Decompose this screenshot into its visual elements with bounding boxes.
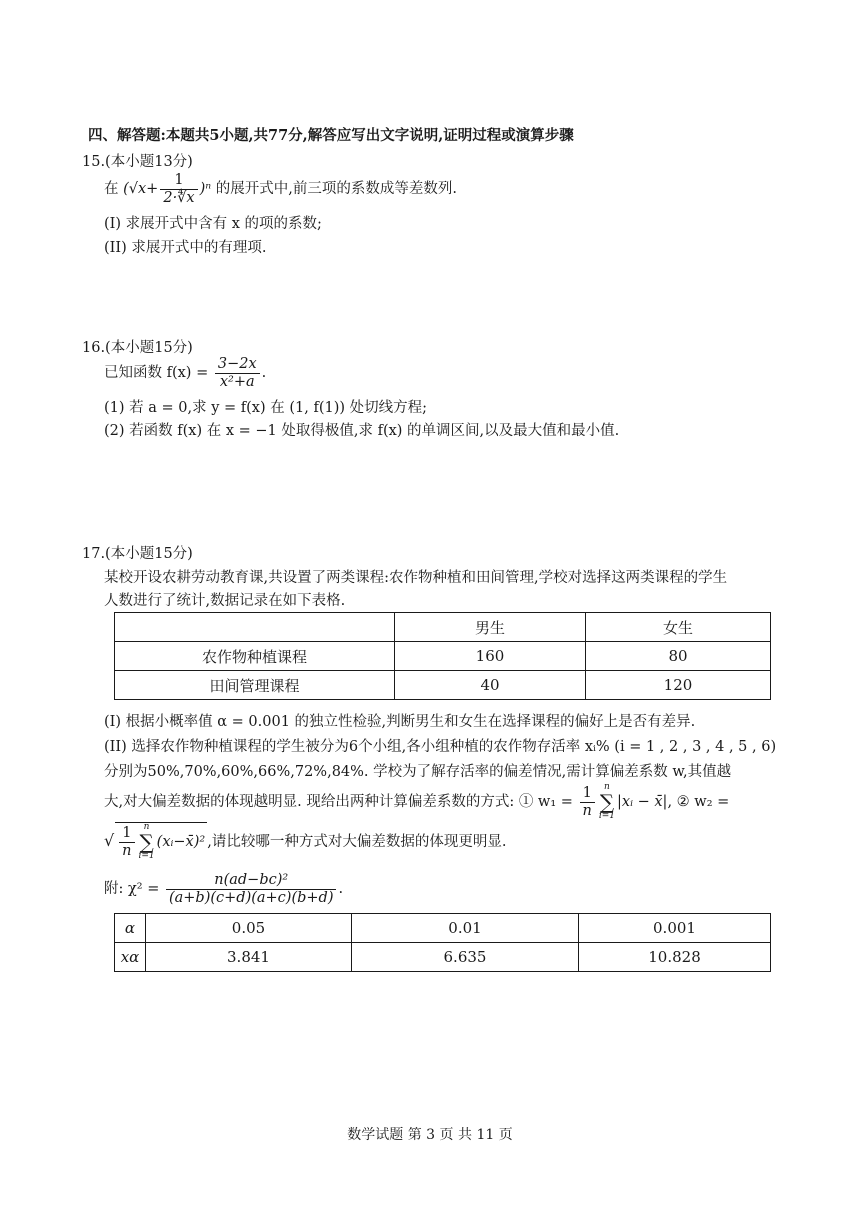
q15-frac-num: 1 <box>160 172 197 190</box>
w2-radicand <box>115 822 207 861</box>
q15-intro-pre: 在 <box>104 181 119 198</box>
table-cell: 10.828 <box>579 943 771 972</box>
q16-part2: (2) 若函数 f(x) 在 x = −1 处取得极值,求 f(x) 的单调区间,以及最大值和最小值. <box>104 423 620 439</box>
q16-fraction <box>215 356 260 390</box>
table-cell: 3.841 <box>146 943 352 972</box>
q17-part2-line1: (II) 选择农作物种植课程的学生被分为6个小组,各小组种植的农作物存活率 xᵢ% (i = 1 , 2 , 3 , 4 , 5 , 6) <box>104 739 777 755</box>
w1-sum-upper: n <box>604 782 610 792</box>
sqrt-symbol: √ <box>104 831 115 850</box>
table-header-cell: 女生 <box>586 613 771 642</box>
w2-fraction <box>119 825 134 859</box>
w2-frac-den: n <box>122 842 132 859</box>
w1-frac-den: n <box>582 802 592 819</box>
table-cell: 0.001 <box>579 914 771 943</box>
q15-heading: 15.(本小题13分) <box>82 154 193 170</box>
q16-intro-post: . <box>261 365 267 382</box>
critical-value-table <box>114 913 771 972</box>
q17-appendix <box>104 872 343 906</box>
q15-part2: (II) 求展开式中的有理项. <box>104 240 267 256</box>
w1-body: |xᵢ − x̄| <box>617 794 668 810</box>
table-cell: xα <box>115 943 146 972</box>
table-cell: α <box>115 914 146 943</box>
q15-intro-post: 的展开式中,前三项的系数成等差数列. <box>215 181 457 198</box>
q16-heading: 16.(本小题15分) <box>82 340 193 356</box>
q17-part2-line3 <box>104 783 729 821</box>
q16-intro-pre: 已知函数 f(x) = <box>104 365 209 382</box>
w2-sum-lower: i=1 <box>138 851 155 861</box>
w2-frac-num: 1 <box>119 825 134 843</box>
table-cell: 0.01 <box>352 914 579 943</box>
q16-part1: (1) 若 a = 0,求 y = f(x) 在 (1, f(1)) 处切线方程; <box>104 400 428 416</box>
q17-part2-line4-post: ,请比较哪一种方式对大偏差数据的体现更明显. <box>207 834 507 850</box>
q16-intro <box>104 356 266 390</box>
w2-sum-upper: n <box>143 822 150 832</box>
w2-sum-sign <box>139 823 155 861</box>
w1-frac-num: 1 <box>580 785 595 803</box>
q17-part2-line4 <box>104 822 506 861</box>
q15-expr-right: )ⁿ <box>199 181 212 198</box>
page-footer: 数学试题 第 3 页 共 11 页 <box>347 1127 513 1143</box>
section-heading: 四、解答题:本题共5小题,共77分,解答应写出文字说明,证明过程或演算步骤 <box>88 127 574 144</box>
q17-part2-line3-pre: 大,对大偏差数据的体现越明显. 现给出两种计算偏差系数的方式: ① w₁ = <box>104 794 573 810</box>
q15-frac-den: 2·∜x <box>163 189 195 206</box>
table-row <box>115 914 771 943</box>
q17-data-table <box>114 612 771 700</box>
q15-part1: (I) 求展开式中含有 x 的项的系数; <box>104 216 322 232</box>
table-cell: 160 <box>395 642 586 671</box>
q17-intro-line1: 某校开设农耕劳动教育课,共设置了两类课程:农作物种植和田间管理,学校对选择这两类课程的学生 <box>104 570 728 586</box>
w1-sum-lower: i=1 <box>598 811 616 821</box>
table-cell: 80 <box>586 642 771 671</box>
q17-intro-line2: 人数进行了统计,数据记录在如下表格. <box>104 593 346 609</box>
table-cell: 农作物种植课程 <box>115 642 395 671</box>
w1-fraction <box>580 785 595 819</box>
q17-part2-line2: 分别为50%,70%,60%,66%,72%,84%. 学校为了解存活率的偏差情况,需计算偏差系数 w,其值越 <box>104 764 732 780</box>
table-row <box>115 943 771 972</box>
chi-square-num: n(ad−bc)² <box>166 872 337 890</box>
table-cell: 田间管理课程 <box>115 671 395 700</box>
q17-part1: (I) 根据小概率值 α = 0.001 的独立性检验,判断男生和女生在选择课程的偏好上是否有差异. <box>104 714 696 730</box>
table-header-cell <box>115 613 395 642</box>
q16-frac-den: x²+a <box>219 373 255 390</box>
table-row <box>115 642 771 671</box>
q15-expr-left: (√x+ <box>123 181 159 198</box>
appendix-label: 附: χ² = <box>104 881 160 898</box>
table-cell: 40 <box>395 671 586 700</box>
q15-intro <box>104 172 457 206</box>
q17-part2-line3-mid: , ② w₂ = <box>667 794 730 810</box>
table-cell: 6.635 <box>352 943 579 972</box>
sigma-symbol: ∑ <box>599 790 615 814</box>
w2-body: (xᵢ−x̄)² <box>156 834 206 850</box>
table-cell: 120 <box>586 671 771 700</box>
q16-frac-num: 3−2x <box>215 356 260 374</box>
table-cell: 0.05 <box>146 914 352 943</box>
table-header-cell: 男生 <box>395 613 586 642</box>
chi-square-den: (a+b)(c+d)(a+c)(b+d) <box>168 889 334 906</box>
appendix-post: . <box>338 881 344 898</box>
q17-heading: 17.(本小题15分) <box>82 546 193 562</box>
chi-square-fraction <box>166 872 337 906</box>
table-row <box>115 671 771 700</box>
q15-fraction <box>160 172 197 206</box>
sigma-symbol: ∑ <box>139 830 154 854</box>
w1-sum-sign <box>599 783 615 821</box>
table-header-row <box>115 613 771 642</box>
